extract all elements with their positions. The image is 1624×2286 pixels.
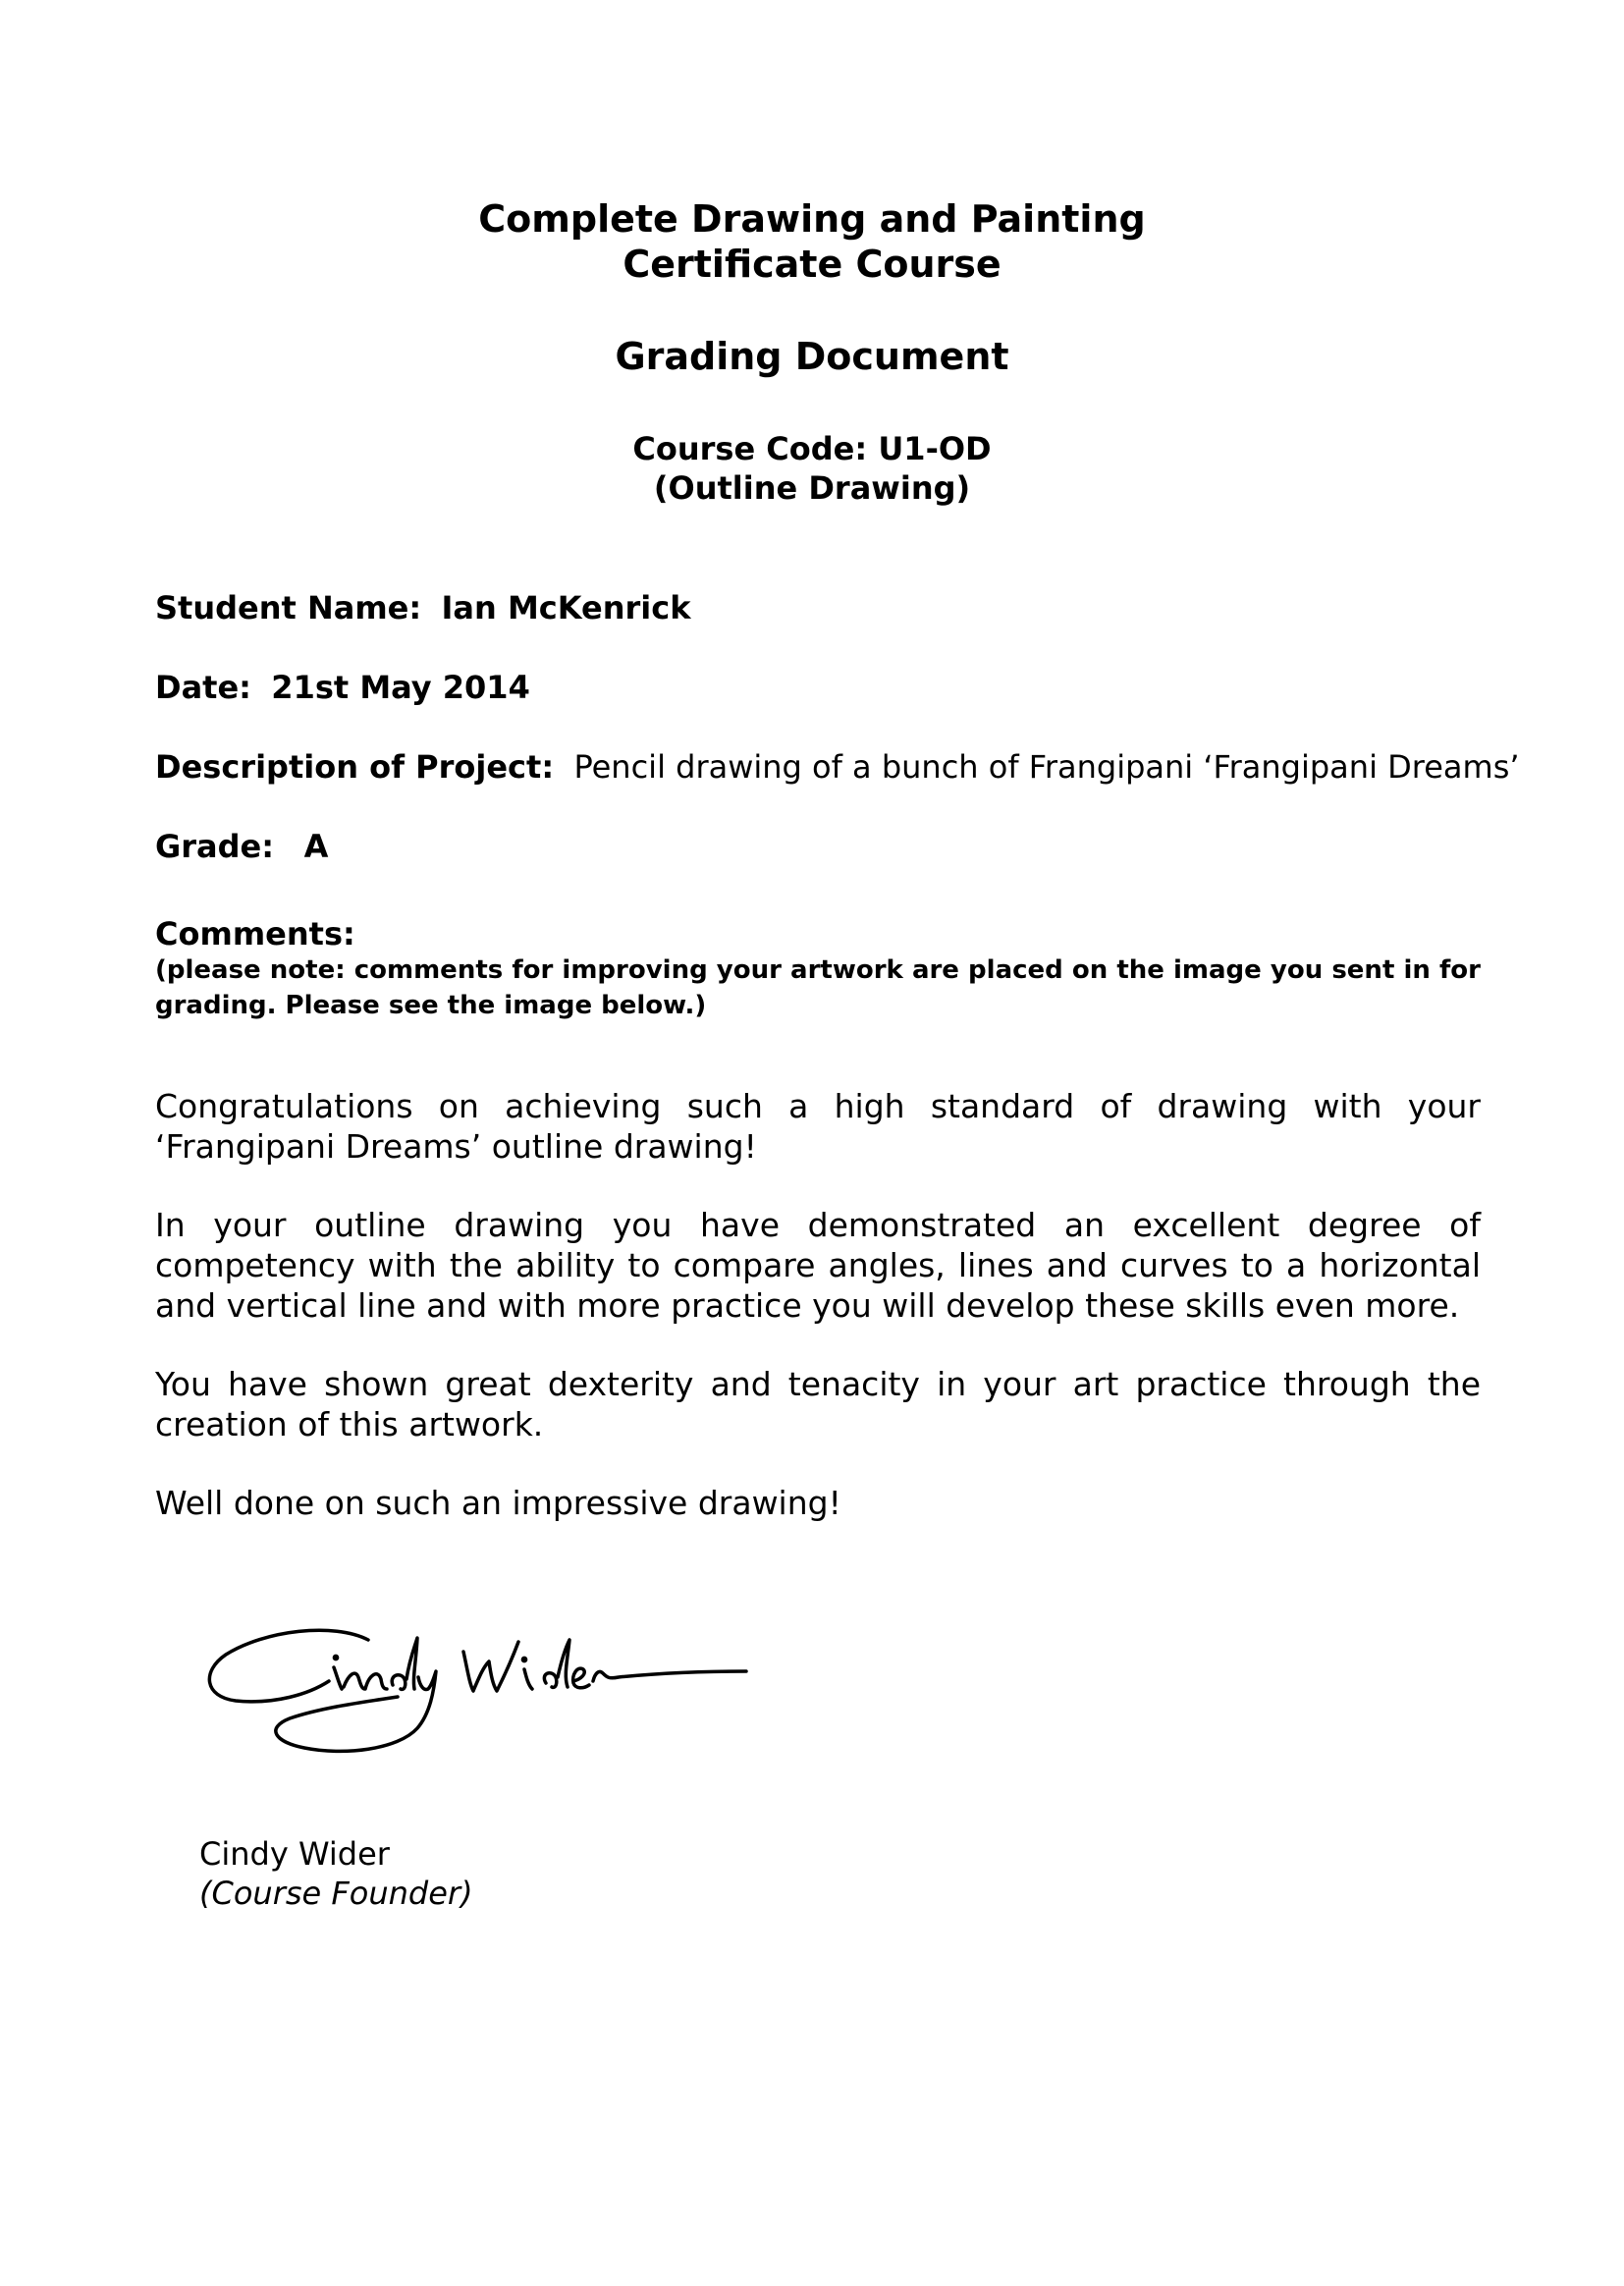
student-name-value: Ian McKenrick bbox=[441, 589, 691, 626]
date-field bbox=[155, 668, 530, 707]
description-field bbox=[155, 747, 1520, 787]
grade-label: Grade: bbox=[155, 828, 275, 865]
description-value: Pencil drawing of a bunch of Frangipani ‘Frangipani Dreams’ bbox=[573, 748, 1520, 786]
student-name-label: Student Name: bbox=[155, 589, 422, 626]
signer-name: Cindy Wider bbox=[199, 1835, 390, 1873]
student-name-field bbox=[155, 588, 690, 627]
course-code: Course Code: U1-OD bbox=[632, 430, 992, 467]
handwritten-signature-icon bbox=[196, 1620, 756, 1797]
comment-paragraph-4: Well done on such an impressive drawing! bbox=[155, 1484, 841, 1522]
document-title bbox=[0, 196, 1624, 287]
comments-label: Comments: bbox=[155, 915, 355, 952]
comments-note: (please note: comments for improving your artwork are placed on the image you sent in for grading. Please see the image below.) bbox=[155, 955, 1481, 1020]
date-label: Date: bbox=[155, 669, 251, 706]
document-type-heading: Grading Document bbox=[615, 335, 1009, 378]
course-code-block bbox=[0, 429, 1624, 508]
comment-paragraph-3: You have shown great dexterity and tenacity in your art practice through the creation of this artwork. bbox=[155, 1365, 1481, 1443]
signer-role: (Course Founder) bbox=[199, 1875, 473, 1912]
title-line-1: Complete Drawing and Painting bbox=[478, 197, 1146, 241]
comment-paragraph-1: Congratulations on achieving such a high standard of drawing with your ‘Frangipani Dreams’ outline drawing! bbox=[155, 1087, 1481, 1166]
course-subtitle: (Outline Drawing) bbox=[653, 469, 971, 507]
grade-value: A bbox=[303, 828, 329, 865]
grade-field bbox=[155, 827, 328, 866]
description-label: Description of Project: bbox=[155, 748, 555, 786]
comment-paragraph-2: In your outline drawing you have demonstrated an excellent degree of competency with the ability to compare angles, lines and curves to a horizontal and vertical line and with more practice you will develop these skills even more. bbox=[155, 1206, 1481, 1325]
date-value: 21st May 2014 bbox=[271, 669, 530, 706]
title-line-2: Certificate Course bbox=[623, 243, 1001, 286]
